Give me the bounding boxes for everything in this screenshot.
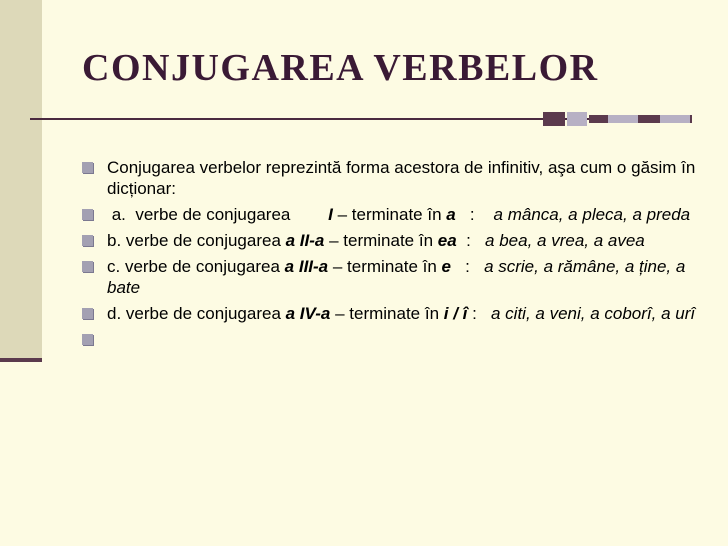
decor-block bbox=[660, 115, 690, 123]
item-prefix: c. verbe de conjugarea bbox=[107, 257, 285, 276]
conjugation-label: I bbox=[328, 205, 333, 224]
examples: a bea, a vrea, a avea bbox=[485, 231, 645, 250]
examples: a mânca, a pleca, a preda bbox=[493, 205, 691, 224]
slide-title: CONJUGAREA VERBELOR bbox=[82, 47, 599, 89]
left-decor-bar-end bbox=[0, 358, 42, 362]
list-item bbox=[82, 303, 702, 324]
item-prefix: d. verbe de conjugarea bbox=[107, 304, 286, 323]
decor-block bbox=[567, 112, 587, 126]
list-item bbox=[82, 157, 702, 199]
item-prefix: a. verbe de conjugarea bbox=[107, 205, 329, 224]
ending-label: i / î bbox=[443, 304, 468, 323]
ending-label: ea bbox=[437, 231, 457, 250]
decor-block bbox=[543, 112, 565, 126]
ending-label: e bbox=[441, 257, 451, 276]
item-text: Conjugarea verbelor reprezintă forma acestora de infinitiv, aşa cum o găsim în dicționar: bbox=[107, 158, 696, 198]
conjugation-label: a II-a bbox=[285, 231, 325, 250]
decor-block bbox=[608, 115, 638, 123]
conjugation-label: a IV-a bbox=[285, 304, 331, 323]
item-separator: : bbox=[451, 257, 485, 276]
conjugation-label: a III-a bbox=[284, 257, 329, 276]
square-bullet-icon bbox=[82, 209, 93, 220]
item-prefix: b. verbe de conjugarea bbox=[107, 231, 286, 250]
ending-label: a bbox=[446, 205, 456, 224]
item-middle: – terminate în bbox=[324, 231, 438, 250]
item-separator: : bbox=[456, 231, 486, 250]
square-bullet-icon bbox=[82, 334, 93, 345]
list-item-empty bbox=[82, 329, 702, 350]
square-bullet-icon bbox=[82, 308, 93, 319]
item-separator: : bbox=[467, 304, 491, 323]
left-decor-bar bbox=[0, 0, 42, 360]
square-bullet-icon bbox=[82, 162, 93, 173]
item-separator: : bbox=[455, 205, 494, 224]
list-item bbox=[82, 256, 702, 298]
item-middle: – terminate în bbox=[330, 304, 444, 323]
examples: a citi, a veni, a coborî, a urî bbox=[491, 304, 696, 323]
square-bullet-icon bbox=[82, 235, 93, 246]
examples: a scrie, a rămâne, a ține, a bate bbox=[107, 257, 686, 297]
bullet-list bbox=[82, 157, 702, 355]
item-middle: – terminate în bbox=[332, 205, 447, 224]
square-bullet-icon bbox=[82, 261, 93, 272]
list-item bbox=[82, 204, 702, 225]
list-item bbox=[82, 230, 702, 251]
item-middle: – terminate în bbox=[328, 257, 442, 276]
